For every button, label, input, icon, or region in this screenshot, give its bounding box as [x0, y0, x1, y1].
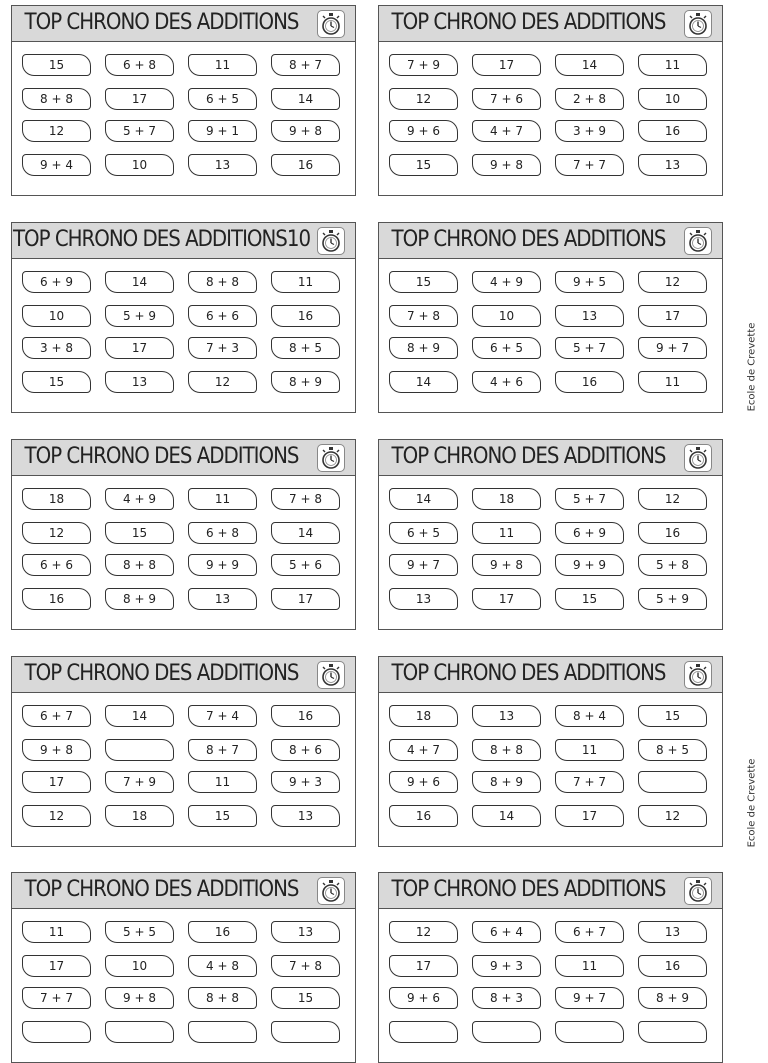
answer-cell: 8 + 8 — [22, 88, 91, 110]
answer-cell: 17 — [105, 337, 174, 359]
answer-cell: 17 — [472, 588, 541, 610]
answer-cell: 10 — [472, 305, 541, 327]
addition-card — [11, 5, 356, 196]
answer-cell: 6 + 8 — [188, 522, 257, 544]
card-title: TOP CHRONO DES ADDITIONS — [391, 10, 666, 35]
card-title: TOP CHRONO DES ADDITIONS — [391, 444, 666, 469]
answer-cell: 9 + 9 — [188, 554, 257, 576]
answer-cell: 9 + 9 — [555, 554, 624, 576]
card-header — [379, 440, 722, 476]
answer-cell: 6 + 5 — [389, 522, 458, 544]
answer-cell: 11 — [638, 54, 707, 76]
card-title: TOP CHRONO DES ADDITIONS — [24, 10, 299, 35]
answer-cell: 8 + 7 — [271, 54, 340, 76]
answer-cell: 9 + 7 — [638, 337, 707, 359]
card-header — [12, 6, 355, 42]
stopwatch-icon — [684, 444, 712, 472]
card-header — [12, 440, 355, 476]
answer-cell: 5 + 5 — [105, 921, 174, 943]
answer-cell: 11 — [271, 271, 340, 293]
answer-cell: 12 — [22, 805, 91, 827]
answer-cell: 2 + 8 — [555, 88, 624, 110]
answer-cell: 7 + 8 — [271, 488, 340, 510]
answer-cell: 12 — [638, 271, 707, 293]
card-title: TOP CHRONO DES ADDITIONS — [24, 877, 299, 902]
answer-cell: 6 + 4 — [472, 921, 541, 943]
answer-cell: 5 + 7 — [555, 337, 624, 359]
answer-cell: 8 + 5 — [271, 337, 340, 359]
answer-cell: 15 — [22, 54, 91, 76]
answer-cell: 13 — [638, 154, 707, 176]
answer-cell: 9 + 7 — [389, 554, 458, 576]
answer-cell: 5 + 7 — [555, 488, 624, 510]
answer-cell: 5 + 9 — [638, 588, 707, 610]
card-title: TOP CHRONO DES ADDITIONS10 — [12, 227, 311, 252]
answer-cell: 7 + 7 — [22, 987, 91, 1009]
answer-cell: 7 + 9 — [389, 54, 458, 76]
answer-cell: 9 + 6 — [389, 771, 458, 793]
addition-card — [11, 872, 356, 1063]
answer-cell — [105, 739, 174, 761]
answer-cell: 7 + 7 — [555, 771, 624, 793]
stopwatch-icon — [684, 227, 712, 255]
stopwatch-icon — [684, 10, 712, 38]
card-title: TOP CHRONO DES ADDITIONS — [24, 444, 299, 469]
answer-cell: 12 — [22, 522, 91, 544]
addition-card — [378, 656, 723, 847]
addition-card — [11, 439, 356, 630]
answer-cell: 9 + 8 — [472, 154, 541, 176]
answer-cell: 6 + 5 — [472, 337, 541, 359]
credit-text: Ecole de Crevette — [746, 758, 758, 848]
answer-cell: 5 + 9 — [105, 305, 174, 327]
answer-cell: 14 — [472, 805, 541, 827]
answer-cell: 16 — [638, 522, 707, 544]
answer-cell: 13 — [472, 705, 541, 727]
answer-cell: 16 — [389, 805, 458, 827]
answer-cell: 9 + 8 — [105, 987, 174, 1009]
answer-cell: 13 — [188, 154, 257, 176]
answer-cell — [638, 1021, 707, 1043]
answer-cell: 15 — [105, 522, 174, 544]
answer-cell: 15 — [389, 154, 458, 176]
answer-cell: 17 — [22, 955, 91, 977]
answer-cell: 15 — [271, 987, 340, 1009]
answer-cell: 18 — [389, 705, 458, 727]
answer-cell: 9 + 7 — [555, 987, 624, 1009]
credit-text: Ecole de Crevette — [746, 322, 758, 412]
answer-cell: 15 — [22, 371, 91, 393]
answer-cell: 14 — [555, 54, 624, 76]
answer-cell: 17 — [638, 305, 707, 327]
answer-cell: 12 — [389, 921, 458, 943]
answer-cell: 13 — [188, 588, 257, 610]
card-header — [379, 223, 722, 259]
answer-cell: 17 — [105, 88, 174, 110]
addition-card — [11, 222, 356, 413]
answer-cell: 8 + 9 — [105, 588, 174, 610]
addition-card — [11, 656, 356, 847]
stopwatch-icon — [684, 877, 712, 905]
answer-cell: 11 — [555, 739, 624, 761]
card-header — [12, 873, 355, 909]
addition-card — [378, 5, 723, 196]
answer-cell: 6 + 9 — [22, 271, 91, 293]
card-title: TOP CHRONO DES ADDITIONS — [391, 877, 666, 902]
answer-cell: 7 + 7 — [555, 154, 624, 176]
answer-cell: 3 + 8 — [22, 337, 91, 359]
answer-cell: 10 — [105, 154, 174, 176]
answer-cell: 6 + 7 — [22, 705, 91, 727]
answer-cell: 8 + 5 — [638, 739, 707, 761]
answer-cell — [555, 1021, 624, 1043]
answer-cell: 13 — [271, 921, 340, 943]
answer-cell: 13 — [555, 305, 624, 327]
answer-cell: 15 — [555, 588, 624, 610]
answer-cell: 4 + 9 — [105, 488, 174, 510]
answer-cell: 12 — [22, 120, 91, 142]
answer-cell: 18 — [105, 805, 174, 827]
stopwatch-icon — [317, 227, 345, 255]
answer-cell: 13 — [105, 371, 174, 393]
answer-cell: 7 + 8 — [271, 955, 340, 977]
answer-cell — [638, 771, 707, 793]
answer-cell: 14 — [271, 522, 340, 544]
answer-cell — [22, 1021, 91, 1043]
stopwatch-icon — [317, 661, 345, 689]
card-header — [379, 657, 722, 693]
answer-cell: 5 + 6 — [271, 554, 340, 576]
answer-cell: 8 + 8 — [188, 987, 257, 1009]
answer-cell: 17 — [389, 955, 458, 977]
answer-cell: 4 + 6 — [472, 371, 541, 393]
card-header — [379, 6, 722, 42]
answer-cell: 8 + 8 — [188, 271, 257, 293]
answer-cell: 14 — [105, 705, 174, 727]
answer-cell: 16 — [271, 305, 340, 327]
answer-cell: 8 + 8 — [472, 739, 541, 761]
answer-cell: 14 — [389, 488, 458, 510]
card-title: TOP CHRONO DES ADDITIONS — [391, 661, 666, 686]
answer-cell: 8 + 6 — [271, 739, 340, 761]
answer-cell: 10 — [22, 305, 91, 327]
answer-cell: 5 + 8 — [638, 554, 707, 576]
answer-cell: 11 — [472, 522, 541, 544]
card-header — [12, 657, 355, 693]
card-title: TOP CHRONO DES ADDITIONS — [24, 661, 299, 686]
answer-cell: 8 + 9 — [389, 337, 458, 359]
answer-cell: 16 — [271, 154, 340, 176]
answer-cell: 16 — [555, 371, 624, 393]
answer-cell: 11 — [555, 955, 624, 977]
addition-card — [378, 439, 723, 630]
answer-cell: 4 + 8 — [188, 955, 257, 977]
answer-cell: 12 — [638, 805, 707, 827]
answer-cell: 9 + 4 — [22, 154, 91, 176]
answer-cell: 9 + 8 — [271, 120, 340, 142]
answer-cell: 6 + 6 — [188, 305, 257, 327]
answer-cell: 8 + 8 — [105, 554, 174, 576]
answer-cell: 9 + 3 — [472, 955, 541, 977]
addition-card — [378, 872, 723, 1063]
answer-cell: 4 + 9 — [472, 271, 541, 293]
card-header — [379, 873, 722, 909]
answer-cell: 7 + 3 — [188, 337, 257, 359]
answer-cell: 6 + 9 — [555, 522, 624, 544]
answer-cell: 4 + 7 — [472, 120, 541, 142]
answer-cell: 11 — [188, 488, 257, 510]
answer-cell: 9 + 8 — [22, 739, 91, 761]
card-header — [12, 223, 355, 259]
answer-cell: 8 + 9 — [271, 371, 340, 393]
answer-cell: 14 — [271, 88, 340, 110]
answer-cell: 7 + 4 — [188, 705, 257, 727]
answer-cell: 9 + 3 — [271, 771, 340, 793]
answer-cell: 6 + 8 — [105, 54, 174, 76]
answer-cell — [472, 1021, 541, 1043]
answer-cell: 11 — [638, 371, 707, 393]
answer-cell: 13 — [389, 588, 458, 610]
answer-cell: 9 + 8 — [472, 554, 541, 576]
answer-cell: 9 + 6 — [389, 120, 458, 142]
answer-cell: 9 + 1 — [188, 120, 257, 142]
answer-cell: 5 + 7 — [105, 120, 174, 142]
answer-cell: 17 — [472, 54, 541, 76]
answer-cell: 7 + 6 — [472, 88, 541, 110]
answer-cell: 8 + 9 — [472, 771, 541, 793]
answer-cell: 18 — [472, 488, 541, 510]
answer-cell — [188, 1021, 257, 1043]
answer-cell: 18 — [22, 488, 91, 510]
answer-cell: 8 + 7 — [188, 739, 257, 761]
answer-cell: 15 — [389, 271, 458, 293]
answer-cell: 12 — [389, 88, 458, 110]
stopwatch-icon — [317, 10, 345, 38]
addition-card — [378, 222, 723, 413]
answer-cell: 9 + 5 — [555, 271, 624, 293]
answer-cell: 10 — [638, 88, 707, 110]
answer-cell: 14 — [389, 371, 458, 393]
answer-cell: 6 + 5 — [188, 88, 257, 110]
answer-cell: 8 + 3 — [472, 987, 541, 1009]
answer-cell — [105, 1021, 174, 1043]
answer-cell: 3 + 9 — [555, 120, 624, 142]
answer-cell: 11 — [188, 54, 257, 76]
answer-cell: 16 — [271, 705, 340, 727]
answer-cell: 16 — [638, 120, 707, 142]
stopwatch-icon — [684, 661, 712, 689]
answer-cell: 4 + 7 — [389, 739, 458, 761]
answer-cell: 12 — [638, 488, 707, 510]
answer-cell: 12 — [188, 371, 257, 393]
answer-cell — [389, 1021, 458, 1043]
answer-cell — [271, 1021, 340, 1043]
answer-cell: 17 — [22, 771, 91, 793]
answer-cell: 16 — [188, 921, 257, 943]
answer-cell: 16 — [638, 955, 707, 977]
answer-cell: 10 — [105, 955, 174, 977]
answer-cell: 11 — [188, 771, 257, 793]
answer-cell: 8 + 4 — [555, 705, 624, 727]
answer-cell: 13 — [638, 921, 707, 943]
answer-cell: 6 + 6 — [22, 554, 91, 576]
answer-cell: 6 + 7 — [555, 921, 624, 943]
stopwatch-icon — [317, 444, 345, 472]
answer-cell: 15 — [638, 705, 707, 727]
answer-cell: 16 — [22, 588, 91, 610]
answer-cell: 14 — [105, 271, 174, 293]
answer-cell: 17 — [271, 588, 340, 610]
answer-cell: 13 — [271, 805, 340, 827]
answer-cell: 8 + 9 — [638, 987, 707, 1009]
answer-cell: 17 — [555, 805, 624, 827]
answer-cell: 9 + 6 — [389, 987, 458, 1009]
stopwatch-icon — [317, 877, 345, 905]
card-title: TOP CHRONO DES ADDITIONS — [391, 227, 666, 252]
answer-cell: 11 — [22, 921, 91, 943]
answer-cell: 7 + 9 — [105, 771, 174, 793]
answer-cell: 15 — [188, 805, 257, 827]
answer-cell: 7 + 8 — [389, 305, 458, 327]
